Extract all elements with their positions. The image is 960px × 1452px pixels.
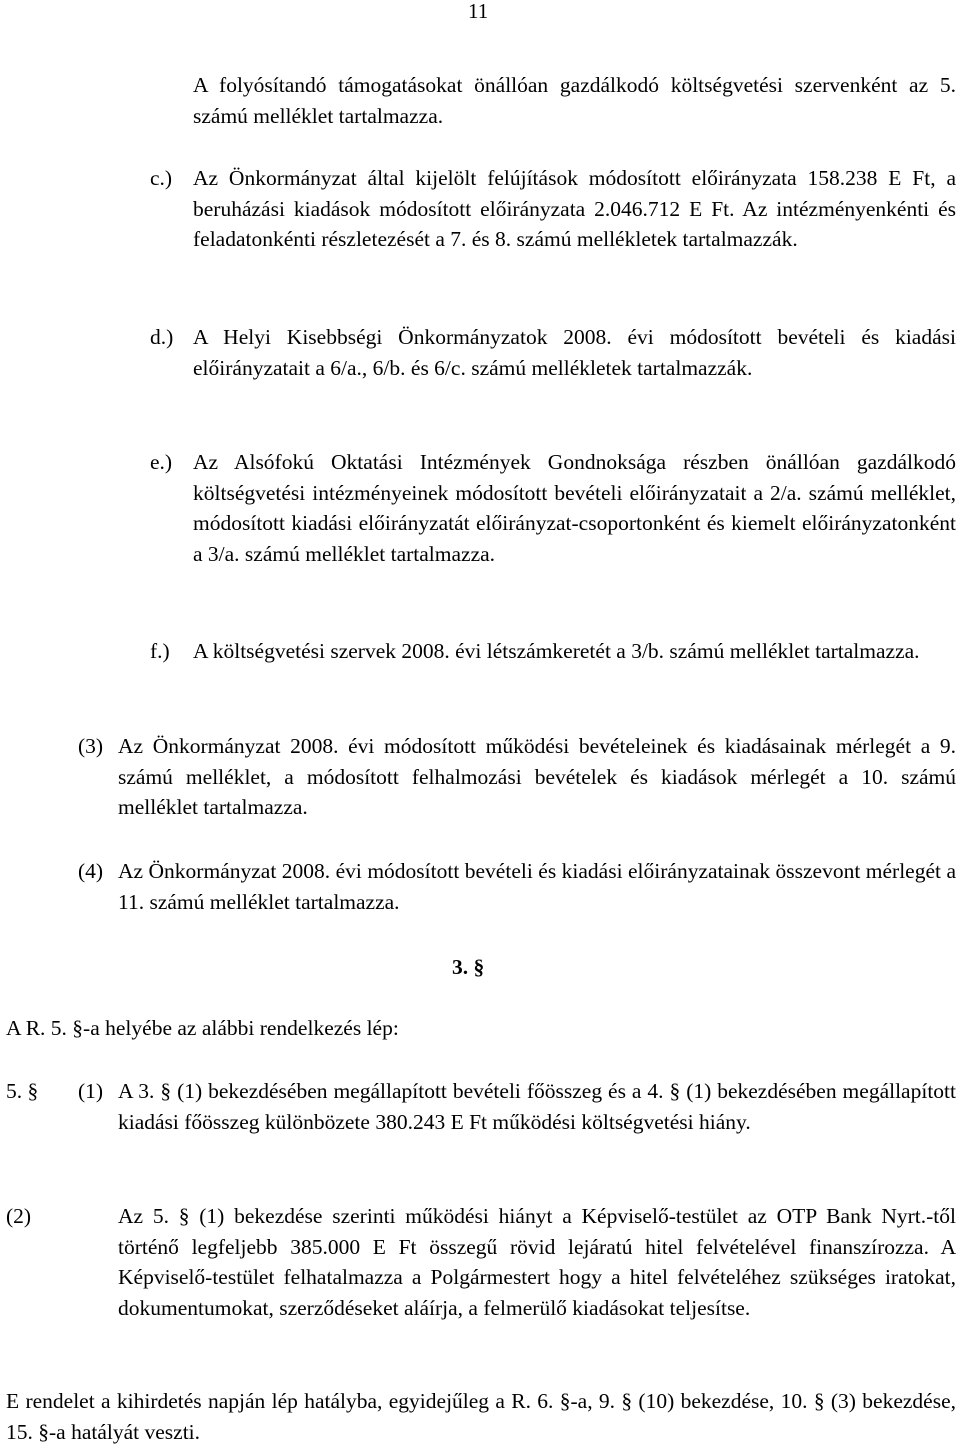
subsection-3-label: (3) — [78, 734, 104, 758]
item-e-label: e.) — [150, 450, 173, 474]
item-c-label: c.) — [150, 166, 173, 190]
section-5-1-label: (1) — [78, 1079, 104, 1103]
section-heading: 3. § — [452, 955, 485, 979]
item-c-text: Az Önkormányzat által kijelölt felújítások módosított előirányzata 158.238 E Ft, a beruházási kiadások módosított előirányzata 2.046.712 E Ft. Az intézményenkénti és feladatonkénti részletezését a 7. és 8. számú mellékletek tartalmazzák. — [193, 166, 956, 252]
section-5-2-text: Az 5. § (1) bekezdése szerinti működési hiányt a Képviselő-testület az OTP Bank Nyrt.-től történő legfeljebb 385.000 E Ft összegű rövid lejáratú hitel felvételével finanszírozza. A Képviselő-testület felhatalmazza a Polgármestert hogy a hitel felvételéhez szükséges iratokat, dokumentumokat, szerződéseket aláírja, a felmerülő kiadásokat teljesítse. — [118, 1204, 956, 1320]
item-d-text: A Helyi Kisebbségi Önkormányzatok 2008. évi módosított bevételi és kiadási előirányzatait a 6/a., 6/b. és 6/c. számú mellékletek tartalmazzák. — [193, 325, 956, 380]
subsection-4-text: Az Önkormányzat 2008. évi módosított bevételi és kiadási előirányzatainak összevont mérlegét a 11. számú melléklet tartalmazza. — [118, 859, 956, 914]
subsection-4-label: (4) — [78, 859, 104, 883]
intro-paragraph: A folyósítandó támogatásokat önállóan gazdálkodó költségvetési szervenként az 5. számú melléklet tartalmazza. — [193, 73, 956, 128]
closing-provision: E rendelet a kihirdetés napján lép hatályba, egyidejűleg a R. 6. §-a, 9. § (10) bekezdése, 10. § (3) bekezdése, 15. §-a hatályát veszti. — [6, 1389, 956, 1444]
item-d-label: d.) — [150, 325, 174, 349]
page-number: 11 — [468, 0, 489, 23]
item-f-text: A költségvetési szervek 2008. évi létszámkeretét a 3/b. számú melléklet tartalmazza. — [193, 639, 920, 663]
subsection-3-text: Az Önkormányzat 2008. évi módosított működési bevételeinek és kiadásainak mérlegét a 9. számú melléklet, a módosított felhalmozási bevételek és kiadások mérlegét a 10. számú melléklet tartalmazza. — [118, 734, 956, 820]
section-5-2-label: (2) — [6, 1204, 32, 1228]
item-e-text: Az Alsófokú Oktatási Intézmények Gondnoksága részben önállóan gazdálkodó költségvetési intézményeinek módosított bevételi előirányzatait a 2/a. számú melléklet, módosított kiadási előirányzatát előirányzat-csoportonként és kiemelt előirányzatonként a 3/a. számú melléklet tartalmazza. — [193, 450, 956, 566]
amendment-intro: A R. 5. §-a helyébe az alábbi rendelkezés lép: — [6, 1016, 399, 1040]
section-5-1-text: A 3. § (1) bekezdésében megállapított bevételi főösszeg és a 4. § (1) bekezdésében megállapított kiadási főösszeg különbözete 380.243 E Ft működési költségvetési hiány. — [118, 1079, 956, 1134]
item-f-label: f.) — [150, 639, 170, 663]
section-5-prefix: 5. § — [6, 1079, 39, 1103]
